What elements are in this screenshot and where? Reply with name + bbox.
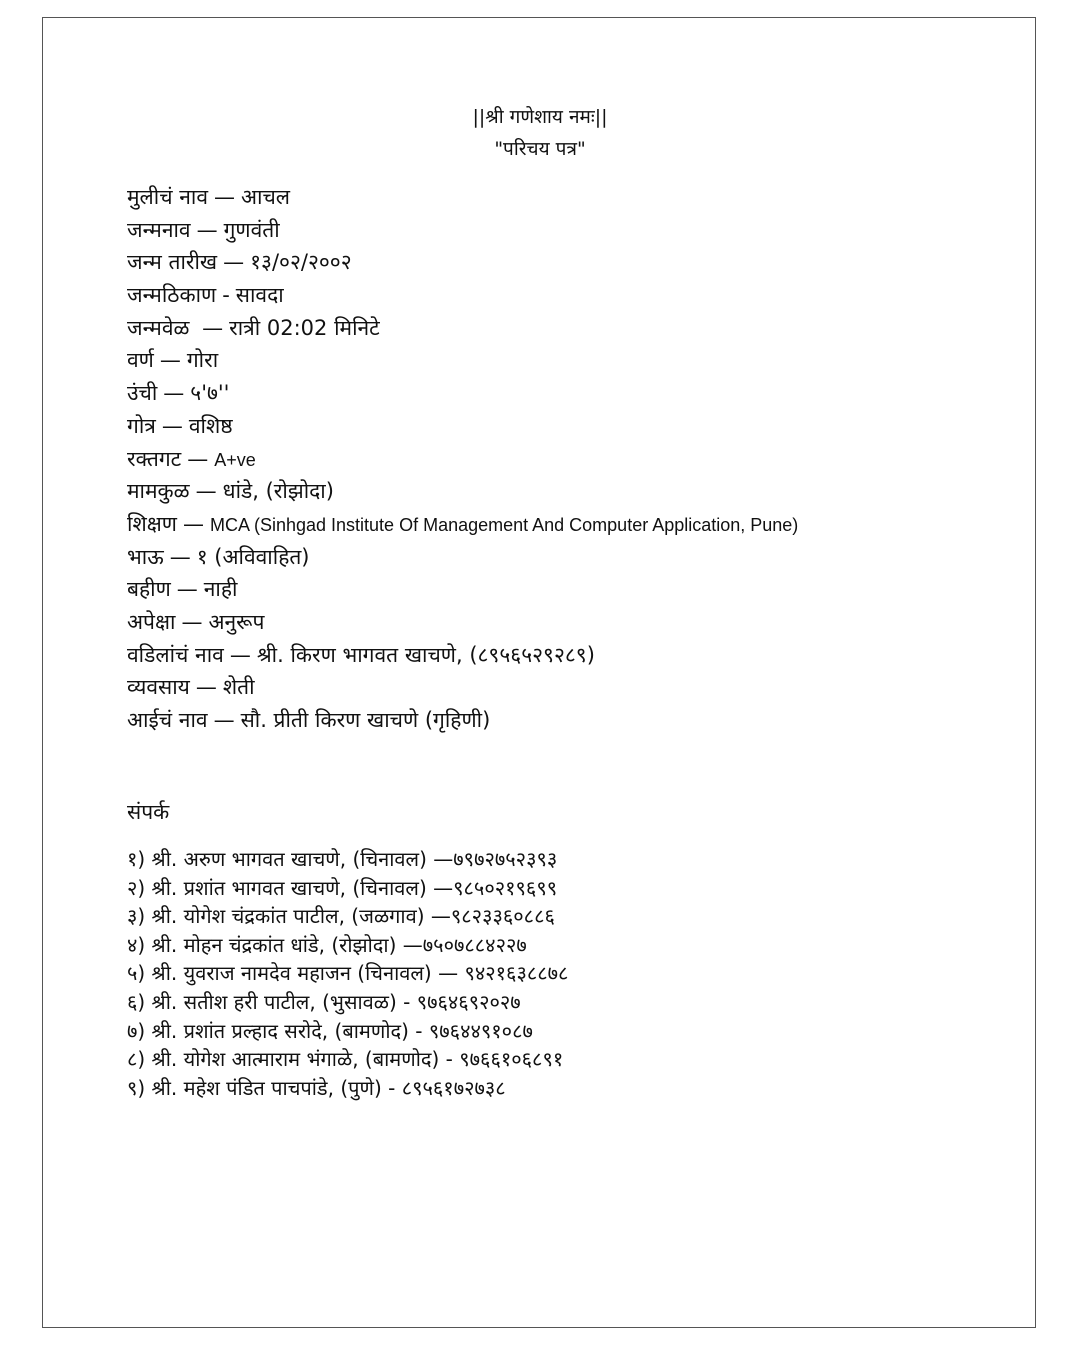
- detail-label: गोत्र: [127, 413, 156, 438]
- detail-value: A+ve: [214, 449, 256, 470]
- detail-value: श्री. किरण भागवत खाचणे, (८९५६५२९२८९): [256, 642, 595, 667]
- detail-label: वडिलांचं नाव: [127, 642, 224, 667]
- detail-value: शेती: [222, 675, 255, 700]
- detail-value: नाही: [203, 577, 238, 602]
- detail-separator: —: [176, 577, 198, 602]
- detail-row: [127, 541, 1007, 574]
- detail-label: भाऊ: [127, 544, 164, 569]
- detail-label: उंची: [127, 381, 158, 406]
- detail-label: व्यवसाय: [127, 675, 190, 700]
- detail-label: जन्मठिकाण: [127, 283, 217, 308]
- detail-row: [127, 606, 1007, 639]
- detail-label: रक्तगट: [127, 446, 182, 471]
- contact-entry: ३) श्री. योगेश चंद्रकांत पाटील, (जळगाव) —९८२३३६०८८६: [127, 904, 555, 929]
- detail-row: [127, 410, 1007, 443]
- detail-value: आचल: [241, 185, 291, 209]
- detail-separator: —: [202, 315, 224, 340]
- detail-row: [127, 181, 1007, 214]
- invocation-heading: ||श्री गणेशाय नमः||: [472, 106, 608, 128]
- detail-separator: —: [213, 708, 235, 732]
- detail-row: [127, 443, 1007, 476]
- detail-separator: -: [222, 283, 230, 308]
- detail-separator: —: [159, 348, 181, 373]
- detail-label: जन्म तारीख: [127, 250, 218, 275]
- detail-separator: —: [163, 381, 185, 406]
- detail-label: जन्मनाव: [127, 217, 191, 242]
- detail-value: रात्री 02:02 मिनिटे: [229, 315, 380, 340]
- detail-separator: —: [229, 642, 251, 667]
- detail-row: [127, 214, 1007, 247]
- contact-entry: ४) श्री. मोहन चंद्रकांत धांडे, (रोझोदा) —७५०७८८४२२७: [127, 932, 527, 957]
- contact-heading: संपर्क: [127, 800, 170, 824]
- detail-label: मामकुळ: [127, 479, 190, 504]
- detail-row: [127, 508, 1007, 541]
- detail-value: १३/०२/२००२: [250, 250, 352, 275]
- detail-value: धांडे, (रोझोदा): [222, 479, 334, 504]
- contact-entry: १) श्री. अरुण भागवत खाचणे, (चिनावल) —७९७२७५२३९३: [127, 847, 558, 871]
- contact-list: [127, 845, 1007, 1102]
- profile-details: [127, 181, 1007, 737]
- detail-value: गुणवंती: [223, 217, 280, 242]
- contact-entry: २) श्री. प्रशांत भागवत खाचणे, (चिनावल) —९८५०२१९६९९: [127, 875, 558, 900]
- detail-label: वर्ण: [127, 348, 154, 373]
- detail-separator: —: [187, 446, 209, 471]
- detail-label: बहीण: [127, 577, 171, 602]
- detail-row: [127, 246, 1007, 279]
- detail-row: [127, 573, 1007, 606]
- detail-value: सौ. प्रीती किरण खाचणे (गृहिणी): [240, 708, 491, 732]
- detail-label: आईचं नाव: [127, 708, 208, 732]
- contact-entry: ६) श्री. सतीश हरी पाटील, (भुसावळ) - ९७६४६९२०२७: [127, 989, 521, 1014]
- detail-row: [127, 704, 1007, 737]
- detail-separator: —: [182, 511, 204, 536]
- contact-entry: ५) श्री. युवराज नामदेव महाजन (चिनावल) — ९४२१६३८८७८: [127, 961, 569, 986]
- detail-row: [127, 671, 1007, 704]
- detail-label: अपेक्षा: [127, 609, 176, 634]
- detail-label: जन्मवेळ: [127, 315, 197, 340]
- contact-entry: ८) श्री. योगेश आत्माराम भंगाळे, (बामणोद) - ९७६६१०६८९१: [127, 1047, 564, 1072]
- detail-value: गोरा: [186, 348, 219, 373]
- detail-separator: —: [223, 250, 245, 275]
- contact-entry: ९) श्री. महेश पंडित पाचपांडे, (पुणे) - ८९५६१७२७३८: [127, 1075, 506, 1100]
- contact-entry: ७) श्री. प्रशांत प्रल्हाद सरोदे, (बामणोद) - ९७६४४९१०८७: [127, 1018, 533, 1043]
- detail-value: MCA (Sinhgad Institute Of Management And Computer Application, Pune): [209, 514, 799, 535]
- detail-separator: —: [195, 675, 217, 700]
- detail-value: अनुरूप: [208, 609, 265, 634]
- detail-value: वशिष्ठ: [188, 413, 233, 438]
- detail-row: [127, 475, 1007, 508]
- detail-separator: —: [196, 217, 218, 242]
- detail-separator: —: [169, 544, 191, 569]
- detail-label: शिक्षण: [127, 511, 177, 536]
- detail-separator: —: [161, 413, 183, 438]
- detail-separator: —: [181, 609, 203, 634]
- detail-separator: —: [214, 185, 236, 209]
- detail-separator: —: [195, 479, 217, 504]
- detail-row: [127, 312, 1007, 345]
- detail-row: [127, 377, 1007, 410]
- detail-row: [127, 344, 1007, 377]
- detail-label: मुलीचं नाव: [127, 185, 209, 209]
- detail-row: [127, 639, 1007, 672]
- document-title: "परिचय पत्र": [494, 138, 586, 160]
- detail-value: १ (अविवाहित): [196, 544, 310, 569]
- detail-value: ५'७'': [190, 381, 230, 406]
- detail-row: [127, 279, 1007, 312]
- detail-value: सावदा: [235, 283, 284, 308]
